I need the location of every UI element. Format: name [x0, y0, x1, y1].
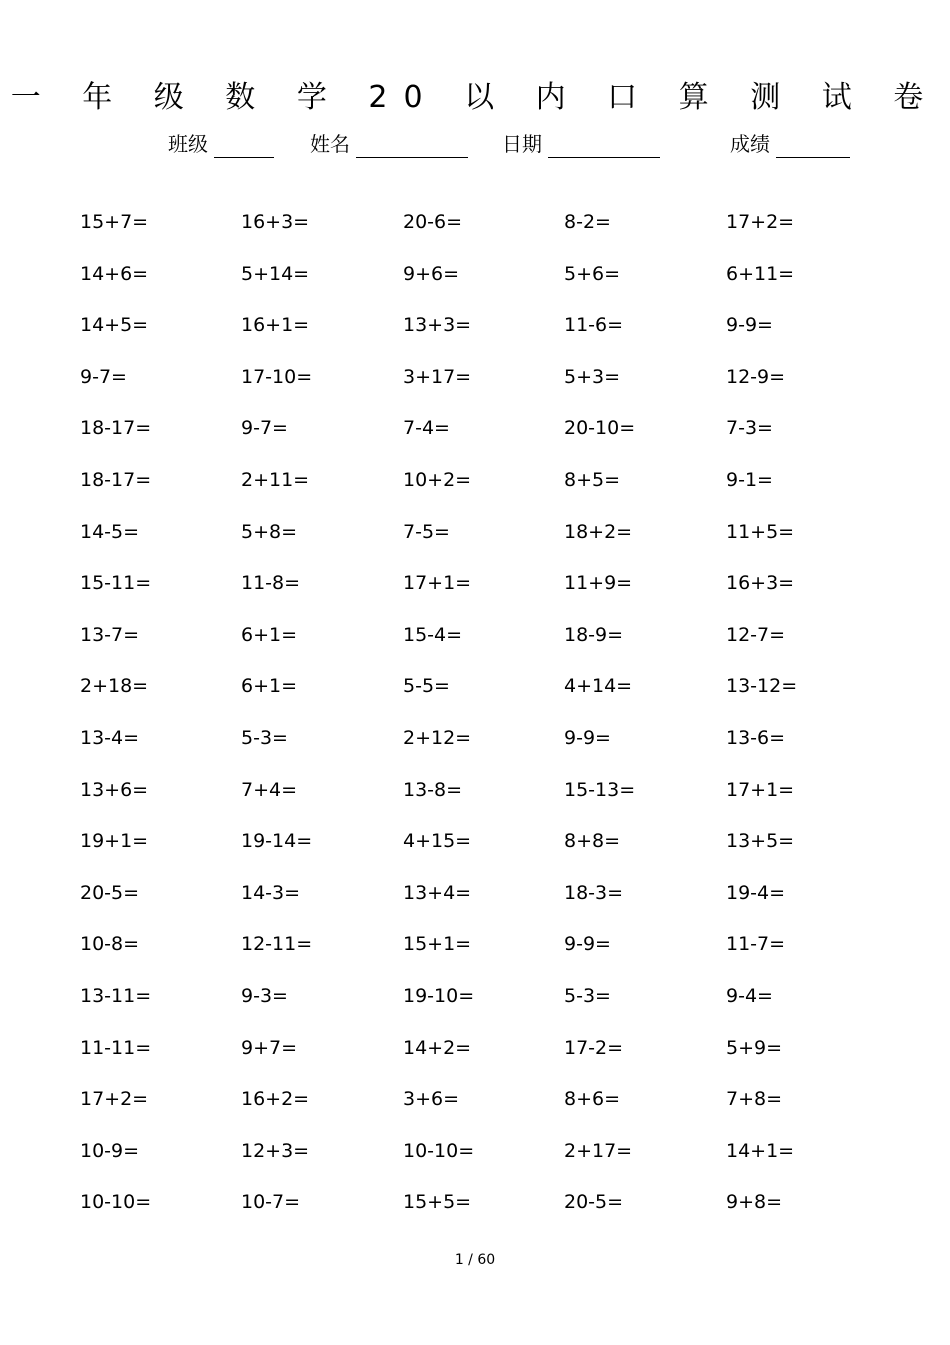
problem-item: 10-10=: [403, 1140, 475, 1162]
problem-item: 18-9=: [564, 624, 624, 646]
problem-row: [0, 465, 950, 495]
problem-row: [0, 413, 950, 443]
problem-row: [0, 620, 950, 650]
problem-item: 9-9=: [726, 314, 773, 336]
problem-item: 12-7=: [726, 624, 786, 646]
problem-item: 8+5=: [564, 469, 621, 491]
problem-row: [0, 568, 950, 598]
problem-item: 2+18=: [80, 675, 149, 697]
problem-row: [0, 1136, 950, 1166]
problem-item: 12-9=: [726, 366, 786, 388]
problem-item: 5-3=: [564, 985, 611, 1007]
problem-item: 8-2=: [564, 211, 611, 233]
problem-item: 2+12=: [403, 727, 472, 749]
problem-item: 9-7=: [241, 417, 288, 439]
problem-row: [0, 723, 950, 753]
problem-item: 6+1=: [241, 675, 298, 697]
problem-item: 4+15=: [403, 830, 472, 852]
problem-item: 19-10=: [403, 985, 475, 1007]
problem-item: 15-4=: [403, 624, 463, 646]
problem-item: 13+6=: [80, 779, 149, 801]
problem-item: 15+7=: [80, 211, 149, 233]
problem-item: 13-8=: [403, 779, 463, 801]
problem-row: [0, 207, 950, 237]
problem-item: 6+1=: [241, 624, 298, 646]
problem-item: 13+5=: [726, 830, 795, 852]
problem-item: 16+1=: [241, 314, 310, 336]
problem-item: 16+3=: [241, 211, 310, 233]
problem-item: 18+2=: [564, 521, 633, 543]
problem-row: [0, 775, 950, 805]
problem-item: 14+1=: [726, 1140, 795, 1162]
problem-item: 7-3=: [726, 417, 773, 439]
problem-item: 17-2=: [564, 1037, 624, 1059]
problem-item: 9-9=: [564, 727, 611, 749]
problem-item: 9-7=: [80, 366, 127, 388]
problem-item: 19-4=: [726, 882, 786, 904]
page-title: 一 年 级 数 学 20 以 内 口 算 测 试 卷: [10, 80, 940, 115]
problem-item: 8+8=: [564, 830, 621, 852]
problem-item: 18-17=: [80, 417, 152, 439]
problem-item: 11-11=: [80, 1037, 152, 1059]
date-label: 日期: [502, 132, 542, 156]
problem-item: 17+1=: [403, 572, 472, 594]
problem-item: 5+6=: [564, 263, 621, 285]
problem-item: 14+2=: [403, 1037, 472, 1059]
problem-item: 5-5=: [403, 675, 450, 697]
problem-item: 15+1=: [403, 933, 472, 955]
problem-item: 16+3=: [726, 572, 795, 594]
problem-item: 20-5=: [564, 1191, 624, 1213]
problem-item: 5-3=: [241, 727, 288, 749]
problem-item: 20-10=: [564, 417, 636, 439]
problem-row: [0, 671, 950, 701]
problem-item: 9-3=: [241, 985, 288, 1007]
problem-item: 15-11=: [80, 572, 152, 594]
problem-item: 16+2=: [241, 1088, 310, 1110]
problem-item: 17+1=: [726, 779, 795, 801]
problem-item: 11-6=: [564, 314, 624, 336]
problem-item: 7+4=: [241, 779, 298, 801]
problem-item: 3+6=: [403, 1088, 460, 1110]
problem-item: 12-11=: [241, 933, 313, 955]
problem-item: 3+17=: [403, 366, 472, 388]
problem-item: 9-1=: [726, 469, 773, 491]
page-number: 1 / 60: [454, 1252, 496, 1268]
problem-item: 6+11=: [726, 263, 795, 285]
problem-item: 14+5=: [80, 314, 149, 336]
problem-item: 7-4=: [403, 417, 450, 439]
problem-item: 19+1=: [80, 830, 149, 852]
problem-row: [0, 826, 950, 856]
problem-item: 14-5=: [80, 521, 140, 543]
problem-item: 11-8=: [241, 572, 301, 594]
problem-item: 15+5=: [403, 1191, 472, 1213]
problem-item: 10-7=: [241, 1191, 301, 1213]
problem-row: [0, 1187, 950, 1217]
problem-item: 8+6=: [564, 1088, 621, 1110]
problem-item: 4+14=: [564, 675, 633, 697]
problem-item: 11+9=: [564, 572, 633, 594]
problem-item: 13-6=: [726, 727, 786, 749]
problem-item: 18-17=: [80, 469, 152, 491]
problem-item: 9-4=: [726, 985, 773, 1007]
problem-item: 5+9=: [726, 1037, 783, 1059]
problem-item: 2+17=: [564, 1140, 633, 1162]
problem-item: 7+8=: [726, 1088, 783, 1110]
problem-item: 14-3=: [241, 882, 301, 904]
problem-item: 9-9=: [564, 933, 611, 955]
problem-item: 10+2=: [403, 469, 472, 491]
problem-item: 10-8=: [80, 933, 140, 955]
problem-item: 17+2=: [726, 211, 795, 233]
score-label: 成绩: [730, 132, 770, 156]
problem-item: 5+3=: [564, 366, 621, 388]
problem-item: 9+7=: [241, 1037, 298, 1059]
problem-item: 13-7=: [80, 624, 140, 646]
problem-row: [0, 310, 950, 340]
problem-item: 13-12=: [726, 675, 798, 697]
problem-item: 19-14=: [241, 830, 313, 852]
problem-item: 7-5=: [403, 521, 450, 543]
problem-item: 11-7=: [726, 933, 786, 955]
problem-row: [0, 878, 950, 908]
class-label: 班级: [168, 132, 208, 156]
problem-item: 13+4=: [403, 882, 472, 904]
problem-item: 10-9=: [80, 1140, 140, 1162]
problem-item: 17-10=: [241, 366, 313, 388]
problem-item: 5+14=: [241, 263, 310, 285]
problem-row: [0, 929, 950, 959]
problem-item: 20-6=: [403, 211, 463, 233]
problem-item: 13-4=: [80, 727, 140, 749]
problem-item: 9+6=: [403, 263, 460, 285]
problem-row: [0, 362, 950, 392]
problem-item: 10-10=: [80, 1191, 152, 1213]
problem-item: 13+3=: [403, 314, 472, 336]
problem-item: 13-11=: [80, 985, 152, 1007]
problem-row: [0, 259, 950, 289]
problem-item: 5+8=: [241, 521, 298, 543]
problem-item: 11+5=: [726, 521, 795, 543]
name-label: 姓名: [310, 132, 350, 156]
problem-item: 9+8=: [726, 1191, 783, 1213]
problem-row: [0, 1084, 950, 1114]
problem-row: [0, 1033, 950, 1063]
problem-item: 17+2=: [80, 1088, 149, 1110]
problem-item: 20-5=: [80, 882, 140, 904]
problem-row: [0, 517, 950, 547]
problem-row: [0, 981, 950, 1011]
problem-item: 18-3=: [564, 882, 624, 904]
problem-item: 15-13=: [564, 779, 636, 801]
problem-item: 2+11=: [241, 469, 310, 491]
problem-item: 14+6=: [80, 263, 149, 285]
problem-item: 12+3=: [241, 1140, 310, 1162]
